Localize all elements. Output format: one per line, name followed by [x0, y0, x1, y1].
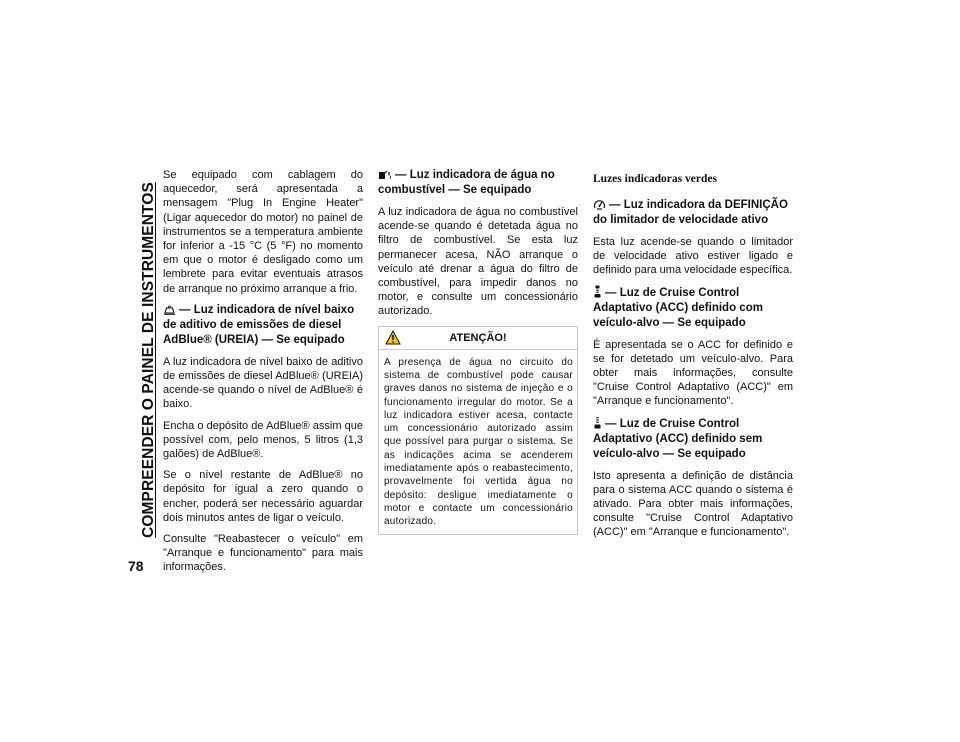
adblue-heading-text: — Luz indicadora de nível baixo de aditivo de emissões de diesel AdBlue® (UREIA) — Se equipado — [163, 303, 355, 346]
acc-no-target-icon — [593, 416, 602, 429]
warning-title: ATENÇÃO! — [449, 331, 507, 344]
adblue-paragraph-3: Se o nível restante de AdBlue® no depósito for igual a zero quando o encher, poderá ser necessário aguardar dois minutos antes de ligar o veículo. — [163, 469, 363, 524]
chapter-side-title — [139, 172, 159, 548]
water-in-fuel-icon — [378, 169, 392, 180]
column-2 — [378, 168, 578, 535]
chapter-side-title-text: COMPREENDER O PAINEL DE INSTRUMENTOS — [140, 182, 157, 538]
speed-limiter-heading-text: — Luz indicadora da DEFINIÇÃO do limitador de velocidade ativo — [593, 199, 788, 226]
acc-target-paragraph: É apresentada se o ACC for definido e se for detetado um veículo-alvo. Para obter mais informações, consulte "Cruise Control Adaptativo (ACC)" em "Arranque e funcionamento". — [593, 338, 793, 408]
speed-limiter-icon — [593, 198, 606, 210]
acc-no-target-heading-text: — Luz de Cruise Control Adaptativo (ACC) definido sem veículo-alvo — Se equipado — [593, 417, 763, 460]
adblue-paragraph-1: A luz indicadora de nível baixo de aditivo de emissões de diesel AdBlue® (UREIA) acende-se quando o nível de AdBlue® é baixo. — [163, 355, 363, 411]
page-number: 78 — [128, 558, 144, 574]
warning-header — [379, 327, 577, 350]
water-in-fuel-heading — [378, 168, 578, 198]
water-in-fuel-heading-text: — Luz indicadora de água no combustível — Se equipado — [378, 169, 555, 196]
adblue-low-icon — [163, 303, 176, 315]
acc-no-target-heading — [593, 416, 793, 462]
speed-limiter-paragraph: Esta luz acende-se quando o limitador de velocidade ativo estiver ligado e definido para uma velocidade específica. — [593, 236, 793, 277]
column-3 — [593, 168, 793, 547]
warning-triangle-icon — [385, 330, 401, 345]
acc-target-icon — [593, 285, 602, 298]
acc-target-heading — [593, 285, 793, 331]
speed-limiter-heading — [593, 198, 793, 228]
water-in-fuel-paragraph: A luz indicadora de água no combustível acende-se quando é detetada água no filtro de combustível. Se esta luz permanecer acesa, NÃO arranque o veículo até drenar a água do filtro de combustível, para impedir danos no motor, e consulte um concessionário autorizado. — [378, 206, 578, 318]
intro-paragraph: Se equipado com cablagem do aquecedor, será apresentada a mensagem "Plug In Engine Heater" (Ligar aquecedor do motor) no painel de instrumentos se a temperatura ambiente for inferior a -15 °C (5 °F) no momento em que o motor é desligado como um lembrete para evitar eventuais atrasos de arranque no próximo arranque a frio. — [163, 169, 363, 295]
warning-text: A presença de água no circuito do sistema de combustível pode causar graves danos no sistema de injeção e o funcionamento irregular do motor. Se a luz indicadora estiver acesa, contacte um concessionário autorizado assim que possível para purgar o sistema. Se as indicações acima se acenderem imediatamente após o reabastecimento, provavelmente foi vertida água no depósito: desligue imediatamente o motor e contacte um concessionário autorizado. — [384, 356, 573, 528]
adblue-paragraph-4: Consulte "Reabastecer o veículo" em "Arranque e funcionamento" para mais informações. — [163, 533, 363, 574]
acc-target-heading-text: — Luz de Cruise Control Adaptativo (ACC) definido com veículo-alvo — Se equipado — [593, 286, 763, 329]
section-title: Luzes indicadoras verdes — [593, 173, 717, 185]
acc-no-target-paragraph: Isto apresenta a definição de distância para o sistema ACC quando o sistema é ativado. Para obter mais informações, consulte "Cruise Control Adaptativo (ACC)" em "Arranque e funcionamento". — [593, 469, 793, 539]
adblue-paragraph-2: Encha o depósito de AdBlue® assim que possível com, pelo menos, 5 litros (1,3 galões) de AdBlue®. — [163, 419, 363, 461]
adblue-heading — [163, 303, 363, 348]
warning-box — [378, 326, 578, 536]
column-1 — [163, 168, 363, 582]
